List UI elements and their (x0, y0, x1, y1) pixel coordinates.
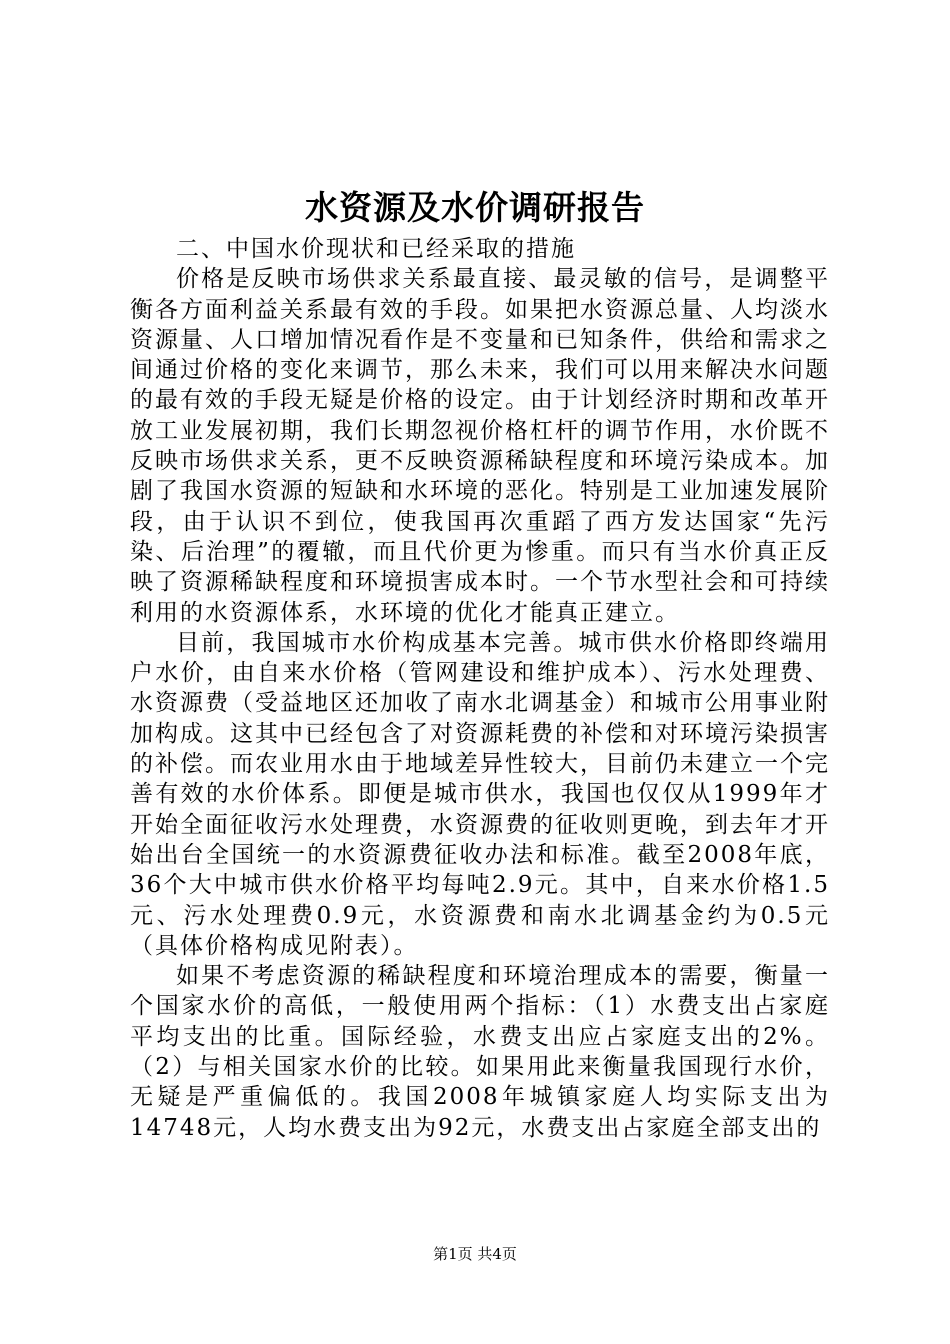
document-body (130, 234, 830, 1143)
document-title: 水资源及水价调研报告 (305, 188, 645, 227)
paragraph-2: 目前，我国城市水价构成基本完善。城市供水价格即终端用户水价，由自来水价格（管网建设和维护成本）、污水处理费、水资源费（受益地区还加收了南水北调基金）和城市公用事业附加构成。这其中已经包含了对资源耗费的补偿和对环境污染损害的补偿。而农业用水由于地域差异性较大，目前仍未建立一个完善有效的水价体系。即便是城市供水，我国也仅仅从1999年才开始全面征收污水处理费，水资源费的征收则更晚，到去年才开始出台全国统一的水资源费征收办法和标准。截至2008年底，36个大中城市供水价格平均每吨2.9元。其中，自来水价格1.5元、污水处理费0.9元，水资源费和南水北调基金约为0.5元（具体价格构成见附表）。 (130, 629, 830, 959)
paragraph-3: 如果不考虑资源的稀缺程度和环境治理成本的需要，衡量一个国家水价的高低，一般使用两个指标：（1）水费支出占家庭平均支出的比重。国际经验，水费支出应占家庭支出的2%。（2）与相关国家水价的比较。如果用此来衡量我国现行水价，无疑是严重偏低的。我国2008年城镇家庭人均实际支出为14748元，人均水费支出为92元，水费支出占家庭全部支出的 (130, 963, 830, 1141)
paragraph-1: 价格是反映市场供求关系最直接、最灵敏的信号，是调整平衡各方面利益关系最有效的手段。如果把水资源总量、人均淡水资源量、人口增加情况看作是不变量和已知条件，供给和需求之间通过价格的变化来调节，那么未来，我们可以用来解决水问题的最有效的手段无疑是价格的设定。由于计划经济时期和改革开放工业发展初期，我们长期忽视价格杠杆的调节作用，水价既不反映市场供求关系，更不反映资源稀缺程度和环境污染成本。加剧了我国水资源的短缺和水环境的恶化。特别是工业加速发展阶段，由于认识不到位，使我国再次重蹈了西方发达国家“先污染、后治理”的覆辙，而且代价更为惨重。而只有当水价真正反映了资源稀缺程度和环境损害成本时。一个节水型社会和可持续利用的水资源体系，水环境的优化才能真正建立。 (130, 266, 830, 626)
page-footer: 第1页 共4页 (433, 1245, 517, 1263)
section-heading: 二、中国水价现状和已经采取的措施 (176, 236, 576, 262)
